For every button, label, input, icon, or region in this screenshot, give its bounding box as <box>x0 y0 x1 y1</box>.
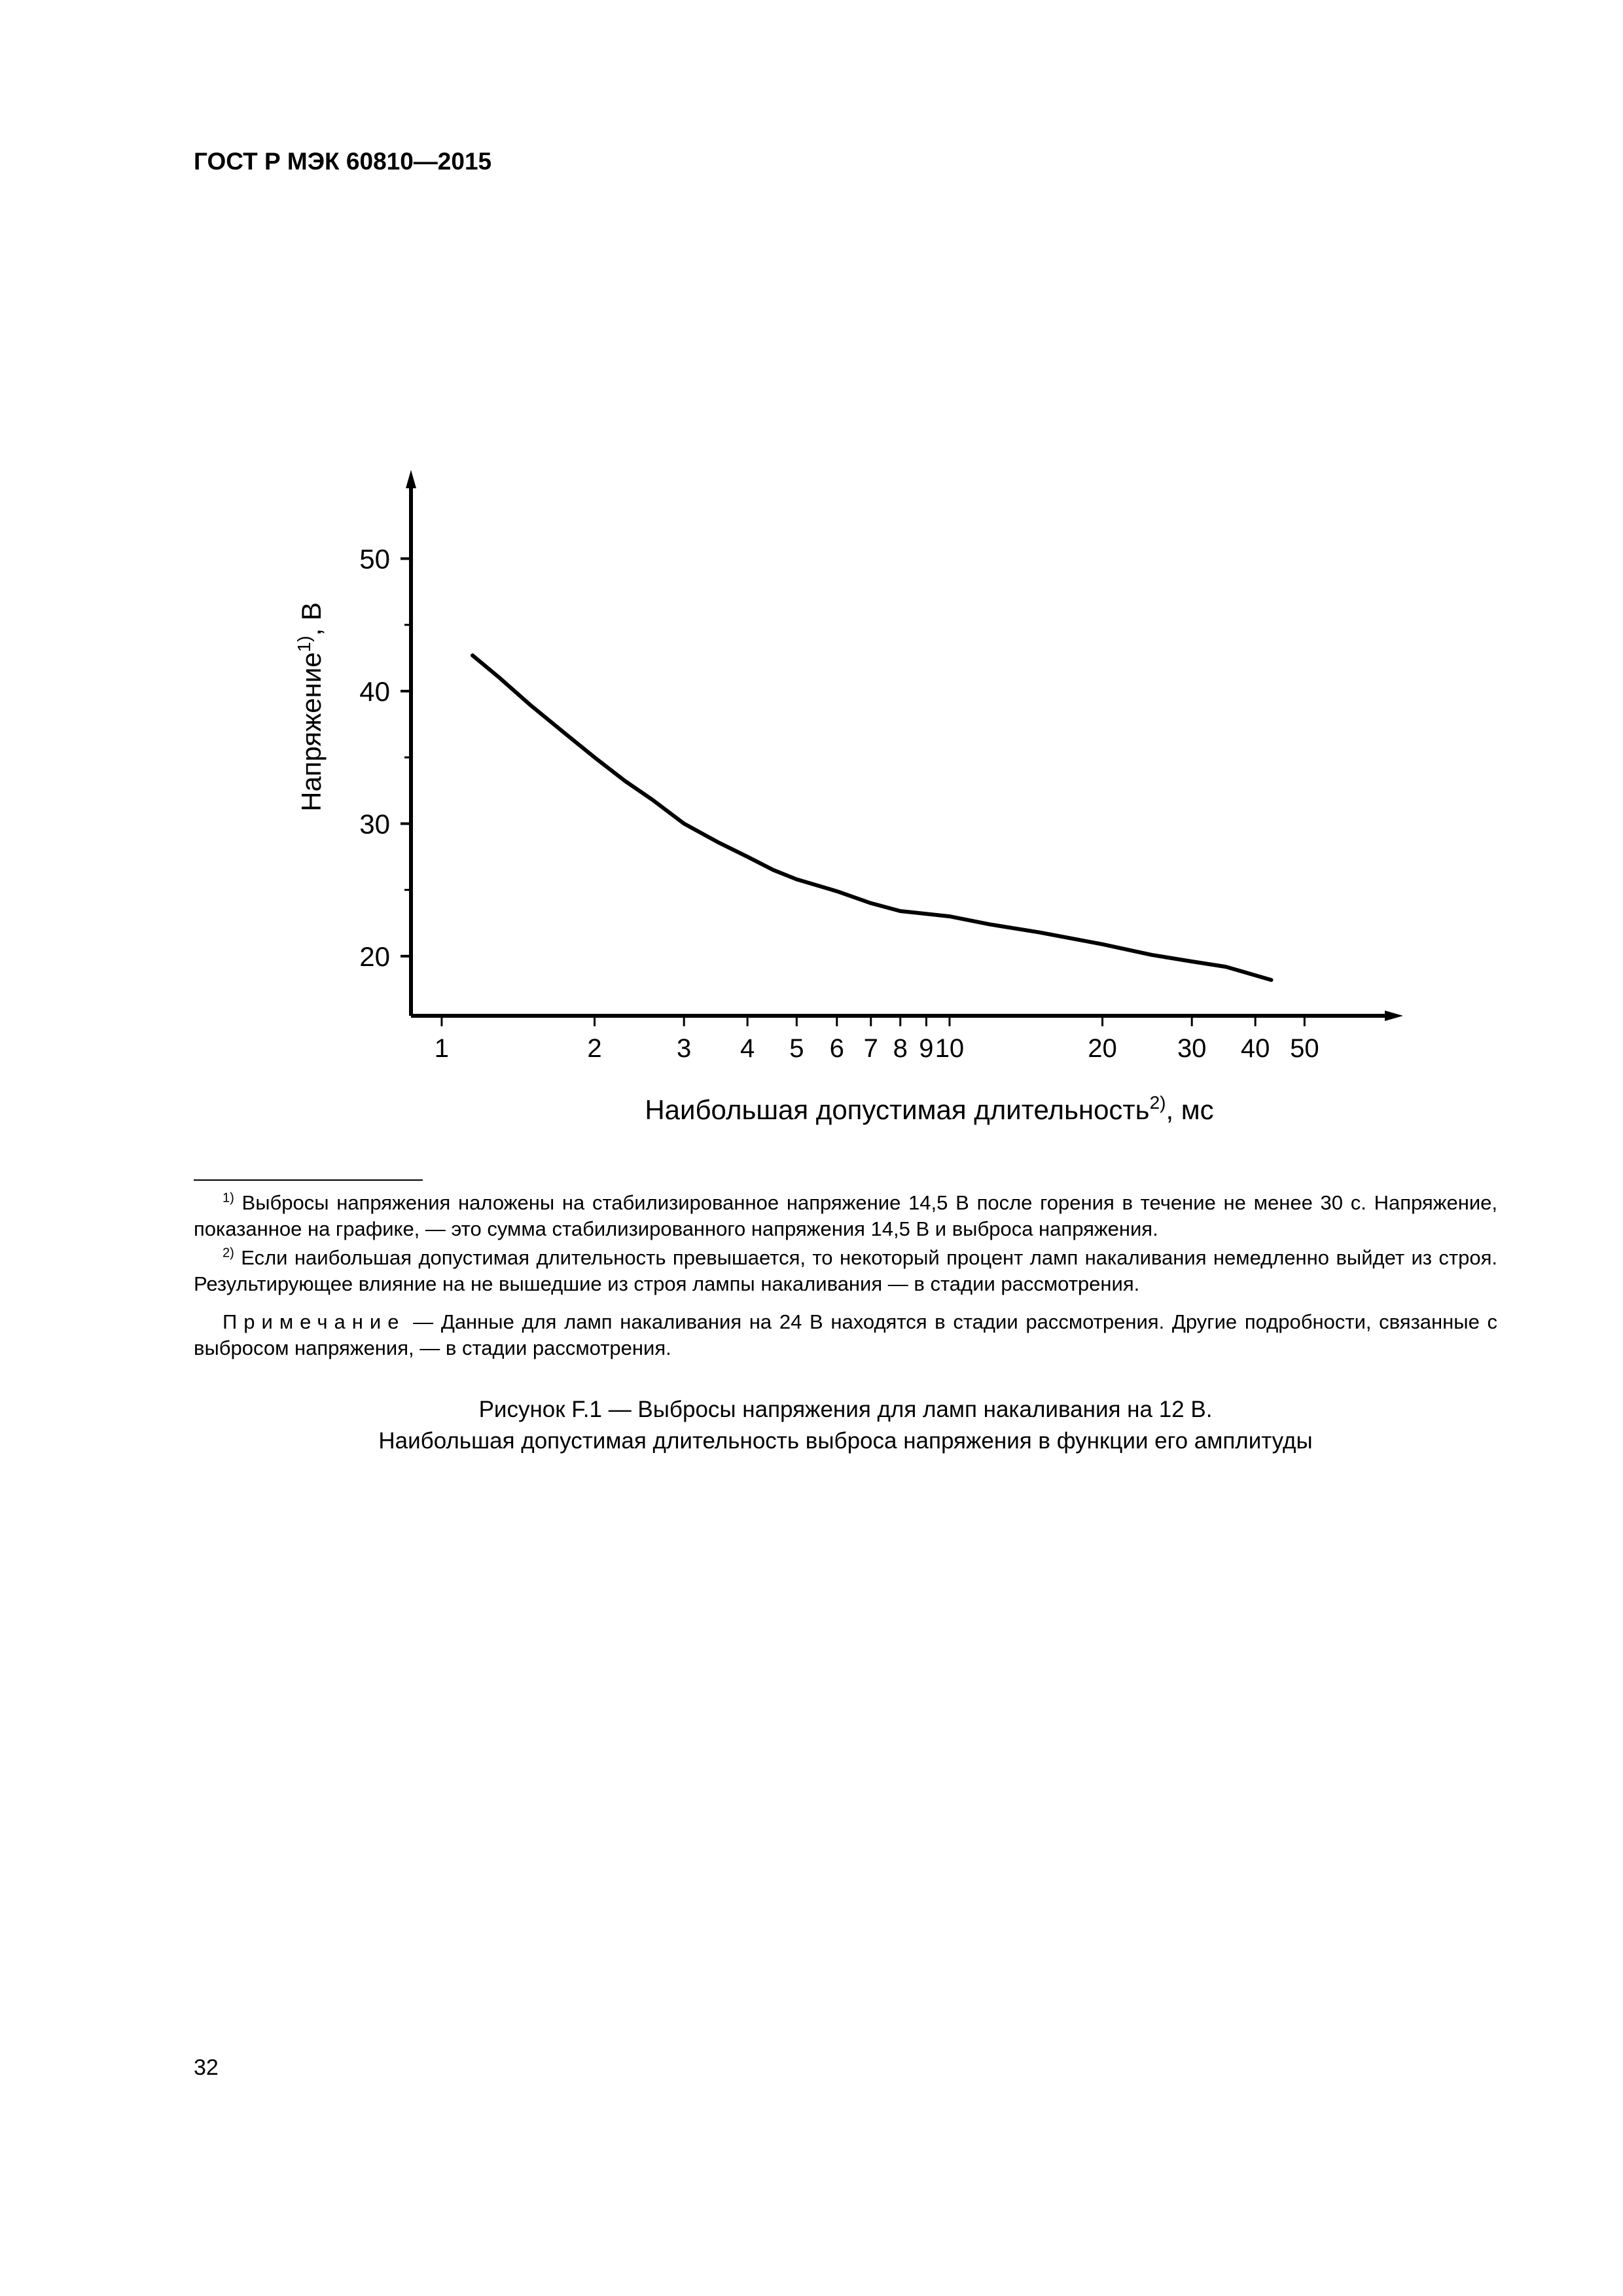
data-point <box>870 903 872 904</box>
data-point <box>747 856 748 857</box>
footnote-2-mark: 2) <box>223 1246 234 1261</box>
figure-caption <box>194 1394 1497 1457</box>
page-number: 32 <box>194 2055 219 2080</box>
x-tick-label: 8 <box>893 1034 908 1063</box>
data-point <box>683 823 685 824</box>
x-tick-label: 20 <box>1088 1034 1117 1063</box>
y-axis-label: Напряжение$^{1)}$, В <box>294 602 327 812</box>
data-point <box>900 910 901 912</box>
y-axis-ticks <box>359 543 411 971</box>
data-point <box>594 757 596 758</box>
x-tick-label: 1 <box>434 1034 450 1063</box>
data-point <box>1191 961 1192 962</box>
data-point <box>531 705 532 706</box>
x-tick-label: 10 <box>935 1034 965 1063</box>
chart-series <box>472 655 1272 980</box>
y-axis-arrow <box>406 470 416 488</box>
data-point <box>625 781 626 782</box>
footnote-1-text: Выбросы напряжения наложены на стабилизированное напряжение 14,5 В после горения в течение не менее 30 с. Напряжение, показанное на графике, — это сумма стабилизированного напряжения 14,5 В и выброса напряжения. <box>194 1191 1497 1240</box>
x-tick-label: 40 <box>1240 1034 1270 1063</box>
data-point <box>773 869 774 870</box>
data-point <box>1102 944 1103 945</box>
x-tick-label: 2 <box>587 1034 602 1063</box>
data-point <box>949 916 950 917</box>
note <box>194 1309 1497 1361</box>
data-point <box>1271 979 1272 980</box>
x-tick-label: 9 <box>919 1034 934 1063</box>
x-tick-label: 50 <box>1290 1034 1319 1063</box>
data-point <box>472 655 473 656</box>
x-tick-label: 4 <box>740 1034 755 1063</box>
figure-caption-line-2: Наибольшая допустимая длительность выброса напряжения в функции его амплитуды <box>378 1428 1313 1454</box>
series-line <box>473 655 1272 980</box>
x-tick-label: 7 <box>863 1034 878 1063</box>
y-tick-label: 40 <box>359 675 390 707</box>
footnote-2-text: Если наибольшая допустимая длительность превышается, то некоторый процент ламп накаливания немедленно выйдет из строя. Результирующее влияние на не вышедшие из строя лампы накаливания — в стадии рассмотрения. <box>194 1246 1497 1295</box>
data-point <box>717 842 719 843</box>
document-header: ГОСТ Р МЭК 60810—2015 <box>194 148 492 175</box>
data-point <box>499 677 500 679</box>
x-tick-label: 3 <box>677 1034 692 1063</box>
y-tick-label: 30 <box>359 808 390 840</box>
footnote-separator <box>194 1179 423 1181</box>
y-tick-label: 20 <box>359 941 390 972</box>
x-tick-label: 5 <box>789 1034 804 1063</box>
data-point <box>565 733 566 734</box>
data-point <box>989 924 990 925</box>
chart-axes <box>406 470 1403 1021</box>
voltage-duration-chart <box>0 458 1623 1152</box>
y-tick-label: 50 <box>359 543 390 575</box>
figure-caption-line-1: Рисунок F.1 — Выбросы напряжения для ламп накаливания на 12 В. <box>478 1397 1213 1422</box>
footnote-1 <box>194 1190 1497 1242</box>
x-axis-arrow <box>1385 1011 1403 1021</box>
x-axis-ticks <box>435 1016 1319 1063</box>
note-label: Примечание <box>223 1310 406 1333</box>
data-point <box>796 878 797 880</box>
note-text: — Данные для ламп накаливания на 24 В находятся в стадии рассмотрения. Другие подробности, связанные с выбросом напряжения, — в стадии рассмотрения. <box>194 1310 1497 1359</box>
footnote-2 <box>194 1245 1497 1297</box>
data-point <box>1225 966 1226 967</box>
data-point <box>836 891 838 892</box>
data-point <box>1039 931 1040 933</box>
data-point <box>1151 954 1152 956</box>
x-tick-label: 6 <box>829 1034 844 1063</box>
data-point <box>652 799 653 800</box>
x-tick-label: 30 <box>1177 1034 1207 1063</box>
x-axis-label: Наибольшая допустимая длительность$^{2)}$, мс <box>645 1092 1214 1125</box>
footnote-1-mark: 1) <box>223 1191 234 1206</box>
